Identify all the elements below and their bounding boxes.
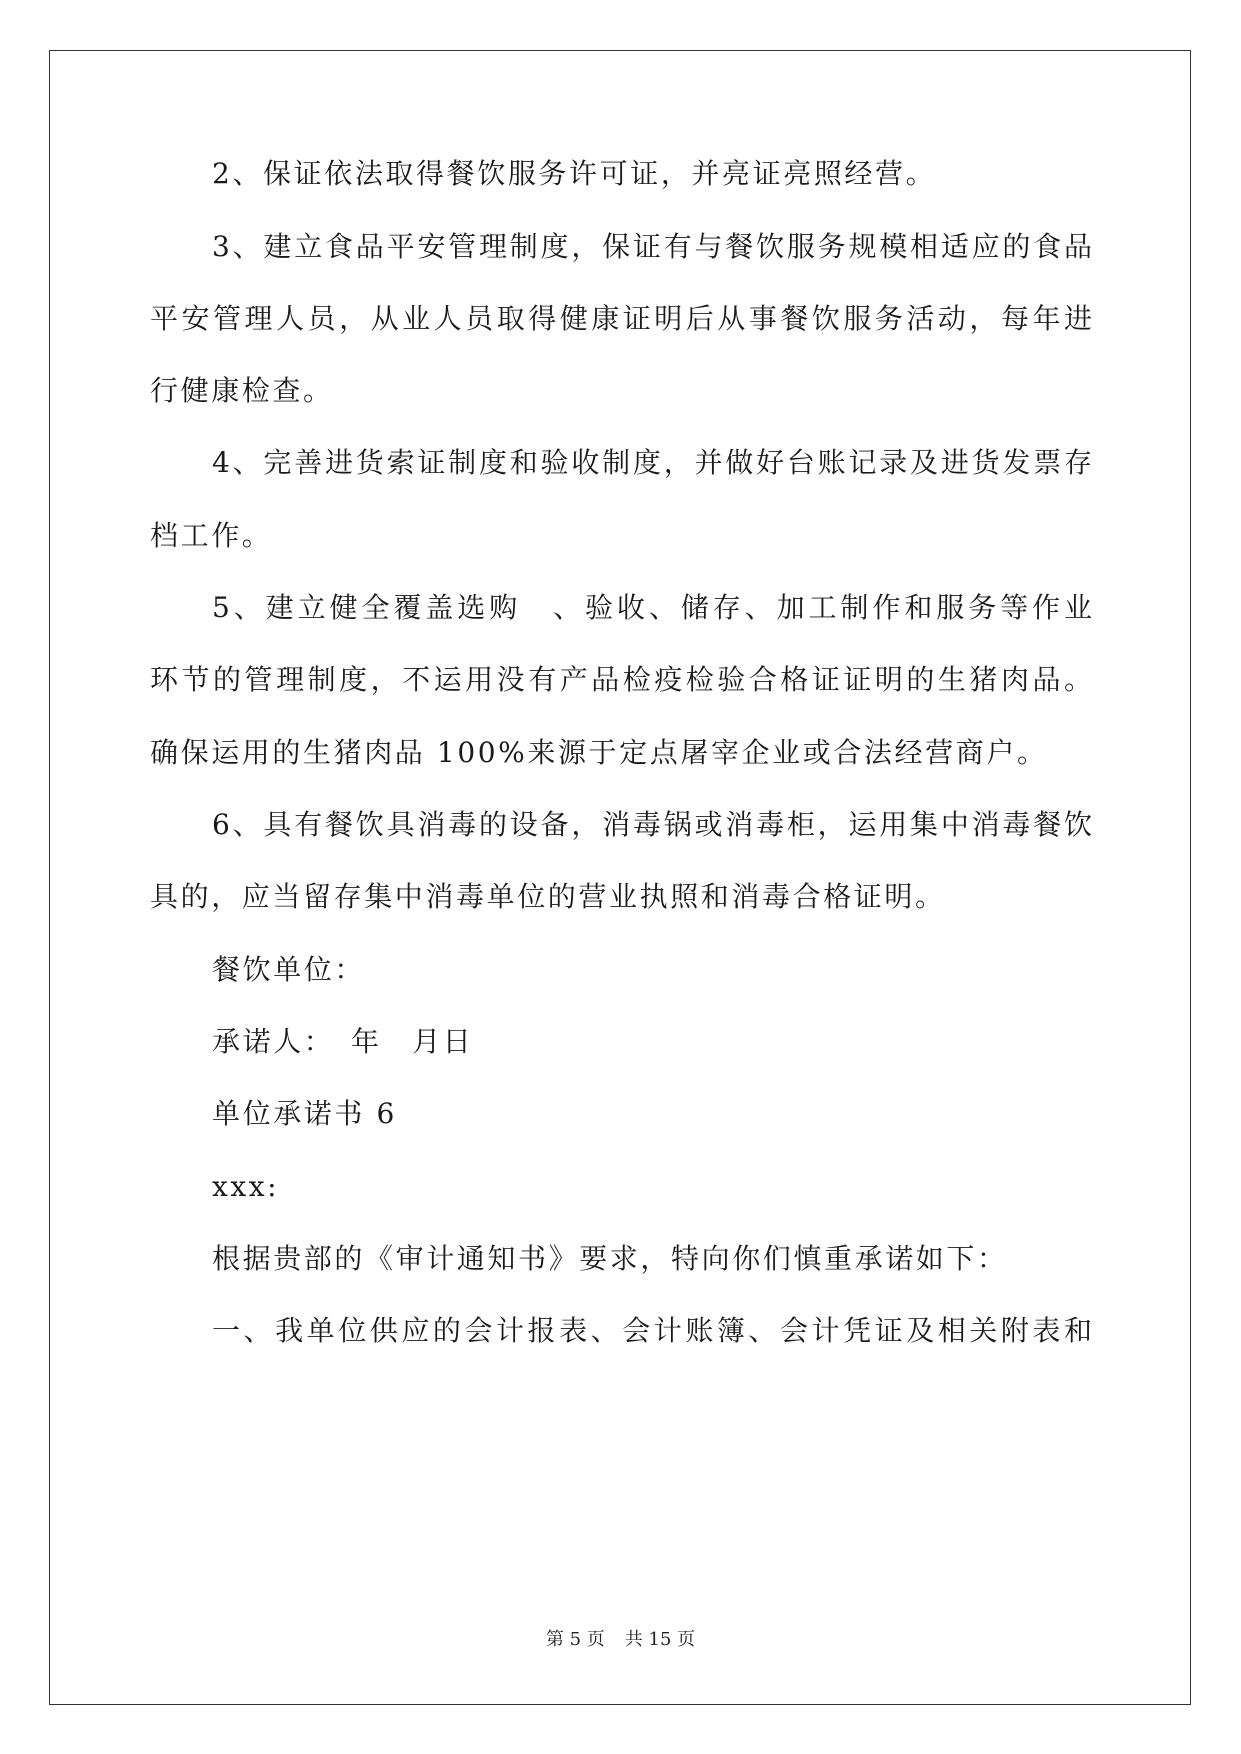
salutation: xxx:: [212, 1170, 280, 1203]
section-title: 单位承诺书 6: [212, 1097, 397, 1130]
page-footer: [0, 1628, 1241, 1652]
paragraph-line: 具的，应当留存集中消毒单位的营业执照和消毒合格证明。: [150, 880, 946, 913]
paragraph-line: 6、具有餐饮具消毒的设备，消毒锅或消毒柜，运用集中消毒餐饮: [212, 808, 1092, 841]
paragraph-line: 4、完善进货索证制度和验收制度，并做好台账记录及进货发票存: [212, 446, 1092, 479]
paragraph-line: 平安管理人员，从业人员取得健康证明后从事餐饮服务活动，每年进: [150, 302, 1092, 335]
signature-label: 承诺人： 年 月日: [212, 1025, 474, 1058]
paragraph-line: 一、我单位供应的会计报表、会计账簿、会计凭证及相关附表和: [212, 1314, 1092, 1347]
paragraph-line: 2、保证依法取得餐饮服务许可证，并亮证亮照经营。: [212, 157, 937, 190]
page-total: 共 15 页: [624, 1629, 696, 1650]
paragraph-line: 环节的管理制度，不运用没有产品检疫检验合格证证明的生猪肉品。: [150, 663, 1092, 696]
paragraph-line: 档工作。: [150, 519, 273, 552]
paragraph-line: 行健康检查。: [150, 374, 334, 407]
signature-label: 餐饮单位：: [212, 953, 366, 986]
paragraph-line: 5、建立健全覆盖选购 、验收、储存、加工制作和服务等作业: [212, 591, 1092, 624]
page-number: 第 5 页: [545, 1629, 605, 1650]
paragraph-line: 3、建立食品平安管理制度，保证有与餐饮服务规模相适应的食品: [212, 230, 1092, 263]
paragraph-line: 确保运用的生猪肉品 100%来源于定点屠宰企业或合法经营商户。: [150, 736, 1048, 769]
paragraph-line: 根据贵部的《审计通知书》要求，特向你们慎重承诺如下：: [212, 1242, 1008, 1275]
